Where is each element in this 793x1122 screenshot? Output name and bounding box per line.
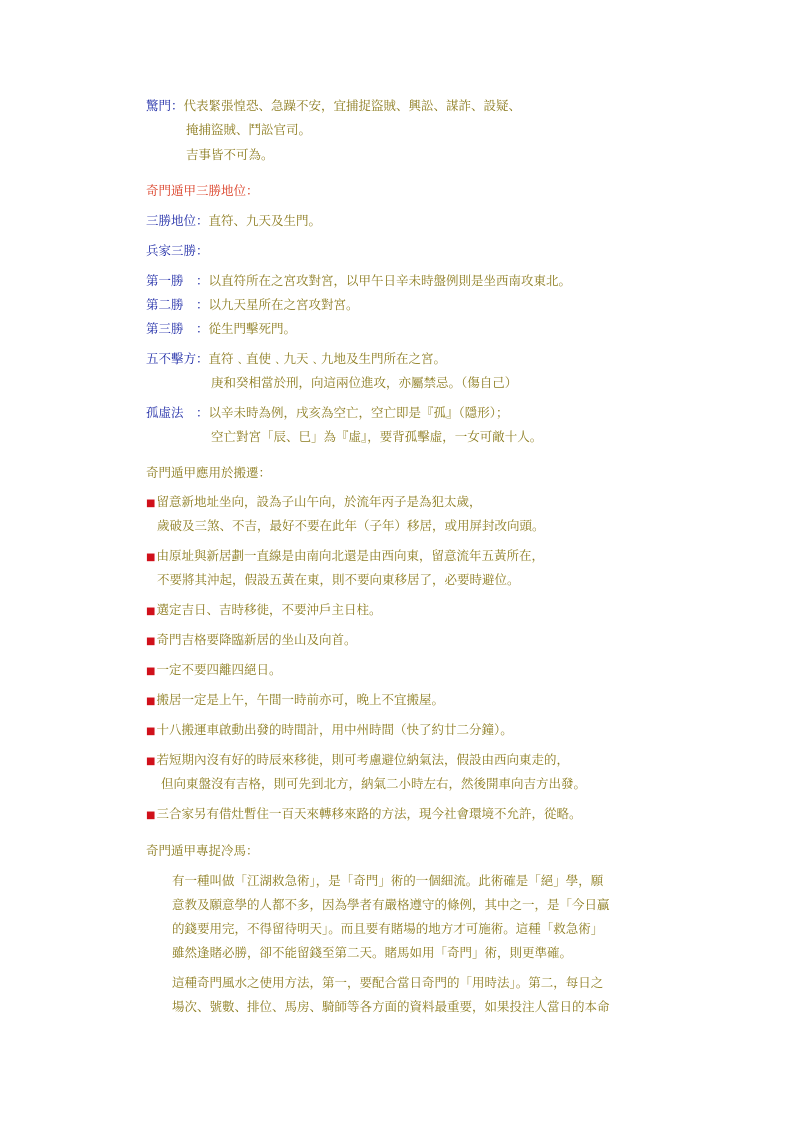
sansheng-row — [146, 213, 321, 229]
guxu-line1: 以辛未時為例，戌亥為空亡，空亡即是『孤』（隱形）； — [208, 405, 509, 420]
bullet-icon: ■ — [146, 552, 156, 563]
jing-men-label: 驚門：代表緊張惶恐、急躁不安，宜捕捉盜賊、興訟、謀詐、設疑、 — [146, 98, 522, 113]
bullet-item-2: ■由原址與新居劃一直線是由南向北還是由西向東，留意流年五黃所在， — [146, 548, 544, 563]
wubuji-label: 五不擊方： — [146, 351, 209, 366]
jing-men-line3: 吉事皆不可為。 — [186, 147, 274, 162]
section3-heading: 奇門遁甲專捉冷馬： — [146, 843, 259, 858]
bullet-icon: ■ — [146, 498, 156, 509]
bullet-item-1: ■留意新地址坐向，設為子山午向，於流年丙子是為犯太歲， — [146, 494, 482, 509]
jing-men-line1: 代表緊張惶恐、急躁不安，宜捕捉盜賊、興訟、謀詐、設疑、 — [183, 98, 522, 113]
wubuji-row — [146, 351, 446, 367]
para2-line1: 這種奇門風水之使用方法，第一，要配合當日奇門的「用時法」。第二，每日之 — [172, 975, 604, 990]
bullet-icon: ■ — [146, 696, 156, 707]
para1-line1: 有一種叫做「江湖救急術」，是「奇門」術的一個細流。此術確是「絕」學，願 — [172, 873, 604, 888]
para1-line4: 雖然逢賭必勝，卻不能留錢至第二天。賭馬如用「奇門」術，則更準確。 — [172, 945, 573, 960]
bullet-icon: ■ — [146, 636, 156, 647]
bullet-item-7: ■十八搬運車啟動出發的時間計，用中州時間（快了約廿二分鐘）。 — [146, 722, 513, 737]
bullet-item-5: ■一定不要四離四絕日。 — [146, 662, 282, 677]
para2-line2: 場次、號數、排位、馬房、騎師等各方面的資料最重要，如果投注人當日的本命 — [172, 999, 610, 1014]
bullet-icon: ■ — [146, 666, 156, 677]
sansheng-value: 直符、九天及生門。 — [208, 213, 322, 228]
bullet-item-8: ■若短期內沒有好的時辰來移徙，則可考慮避位納氣法，假設由西向東走的， — [146, 752, 569, 767]
bullet-icon: ■ — [146, 606, 156, 617]
bullet-icon: ■ — [146, 810, 156, 821]
guxu-line2: 空亡對宮「辰、巳」為『虛』，要背孤擊虛，一女可敵十人。 — [211, 429, 543, 444]
guxu-row — [146, 405, 509, 421]
sansheng-label: 三勝地位： — [146, 213, 209, 228]
bullet-item-8-cont: 但向東盤沒有吉格，則可先到北方，納氣二小時左右，然後開車向吉方出發。 — [161, 776, 587, 791]
bullet-item-3: ■選定吉日、吉時移徙，不要沖戶主日柱。 — [146, 602, 382, 617]
wubuji-line1: 直符﹑直使﹑九天﹑九地及生門所在之宮。 — [208, 351, 447, 366]
bullet-icon: ■ — [146, 726, 156, 737]
win-item-3: 第三勝 ：從生門擊死門。 — [146, 321, 297, 336]
guxu-label: 孤虛法 ： — [146, 405, 209, 420]
para1-line2: 意教及願意學的人都不多，因為學者有嚴格遵守的條例，其中之一，是「今日贏 — [172, 897, 610, 912]
bullet-item-6: ■搬居一定是上午，午間一時前亦可，晚上不宜搬屋。 — [146, 692, 444, 707]
bullet-item-9: ■三合家另有借灶暫住一百天來轉移來路的方法，現今社會環境不允許，從略。 — [146, 806, 582, 821]
bullet-item-2-cont: 不要將其沖起，假設五黃在東，則不要向東移居了，必要時避位。 — [157, 572, 520, 587]
section2-heading: 奇門遁甲應用於搬遷： — [146, 465, 272, 480]
wubuji-line2: 庚和癸相當於刑，向這兩位進攻，亦屬禁忌。（傷自己） — [211, 375, 518, 390]
bullet-item-1-cont: 歲破及三煞、不吉，最好不要在此年（子年）移居，或用屏封改向頭。 — [157, 518, 545, 533]
bingjia-heading: 兵家三勝： — [146, 243, 209, 258]
para1-line3: 的錢要用完，不得留待明天」。而且要有賭場的地方才可施術。這種「救急術」 — [172, 921, 604, 936]
bullet-item-4: ■奇門吉格要降臨新居的坐山及向首。 — [146, 632, 357, 647]
win-item-1: 第一勝 ：以直符所在之宮攻對宮，以甲午日辛未時盤例則是坐西南攻東北。 — [146, 273, 572, 288]
section1-heading: 奇門遁甲三勝地位： — [146, 183, 259, 198]
win-item-2: 第二勝 ：以九天星所在之宮攻對宮。 — [146, 297, 359, 312]
jing-men-line2: 掩捕盜賊、鬥訟官司。 — [186, 122, 312, 137]
bullet-icon: ■ — [146, 756, 156, 767]
